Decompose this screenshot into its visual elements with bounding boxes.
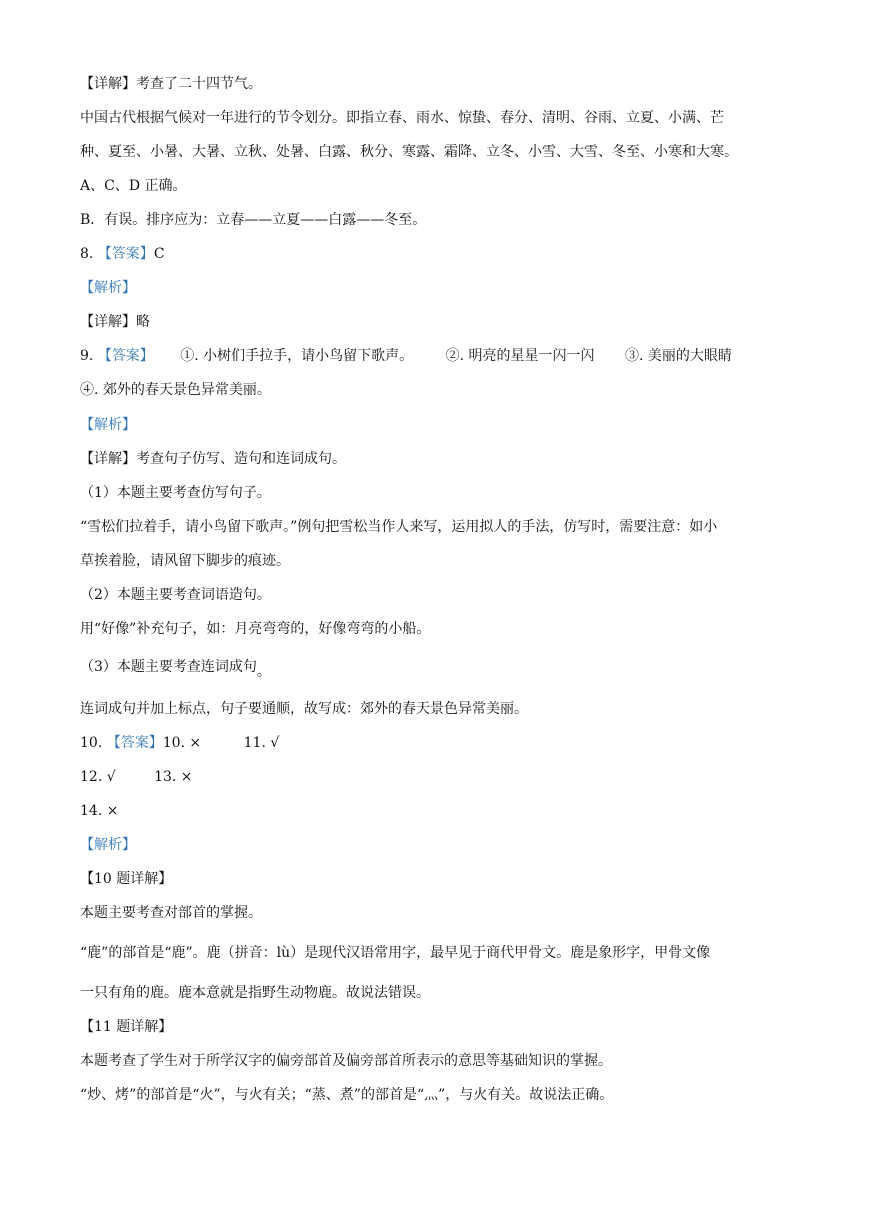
q10-detail-p2: “鹿”的部首是“鹿”。鹿（拼音：lù）是现代汉语常用字，最早见于商代甲骨文。鹿是象形字，甲骨文像 bbox=[80, 945, 711, 961]
q9-section-1-p2: 草挨着脸，请风留下脚步的痕迹。 bbox=[80, 553, 290, 569]
q9-answer-line bbox=[80, 346, 809, 366]
q9-section-2-p1: 用“好像”补充句子，如：月亮弯弯的，好像弯弯的小船。 bbox=[80, 621, 431, 637]
q7-detail-line bbox=[80, 74, 809, 94]
detail-text: 略 bbox=[136, 314, 150, 330]
q7-paragraph-1: 中国古代根据气候对一年进行的节令划分。即指立春、雨水、惊蛰、春分、清明、谷雨、立夏、小满、芒 bbox=[80, 110, 724, 126]
detail-text: 考查句子仿写、造句和连词成句。 bbox=[136, 451, 346, 467]
q7-paragraph-4: B．有误。排序应为：立春——立夏——白露——冬至。 bbox=[80, 212, 427, 228]
answer-tag: 【答案】 bbox=[97, 348, 154, 364]
q9-analysis-tag: 【解析】 bbox=[80, 417, 136, 433]
q8-analysis-tag: 【解析】 bbox=[80, 280, 136, 296]
answer-text: C bbox=[153, 246, 165, 262]
q10-answer-line bbox=[80, 733, 809, 753]
detail-tag: 【详解】 bbox=[80, 314, 136, 330]
q9-answer-item-4: ④. 郊外的春天景色异常美丽。 bbox=[80, 382, 271, 398]
answer-item-1: ①. 小树们手拉手，请小鸟留下歌声。 bbox=[180, 348, 414, 364]
answer-tag: 【答案】 bbox=[97, 246, 154, 262]
q10-detail-title: 【10 题详解】 bbox=[80, 871, 173, 887]
q9-section-3-p1: 连词成句并加上标点，句子要通顺，故写成：郊外的春天景色异常美丽。 bbox=[80, 701, 528, 717]
detail-text: 考查了二十四节气。 bbox=[136, 76, 262, 92]
answer-13: 13. × bbox=[154, 769, 193, 785]
q9-section-1-title: （1）本题主要考查仿写句子。 bbox=[80, 485, 271, 501]
answer-tag: 【答案】 bbox=[106, 735, 163, 751]
section-3-title: （3）本题主要考查连词成句 bbox=[80, 659, 257, 675]
q8-detail-line bbox=[80, 312, 809, 332]
q11-detail-title: 【11 题详解】 bbox=[80, 1019, 173, 1035]
section-3-dot: 。 bbox=[256, 664, 271, 680]
q11-detail-p2: “炒、烤”的部首是“火”，与火有关；“蒸、煮”的部首是“灬”，与火有关。故说法正确。 bbox=[80, 1087, 614, 1103]
q10-detail-p1: 本题主要考查对部首的掌握。 bbox=[80, 905, 262, 921]
q10-detail-p3: 一只有角的鹿。鹿本意就是指野生动物鹿。故说法错误。 bbox=[80, 985, 430, 1001]
question-number: 9. bbox=[80, 348, 94, 364]
q7-paragraph-2: 种、夏至、小暑、大暑、立秋、处暑、白露、秋分、寒露、霜降、立冬、小雪、大雪、冬至、小寒和大寒。 bbox=[80, 144, 738, 160]
detail-tag: 【详解】 bbox=[80, 76, 136, 92]
q11-detail-p1: 本题考查了学生对于所学汉字的偏旁部首及偏旁部首所表示的意思等基础知识的掌握。 bbox=[80, 1053, 612, 1069]
q9-section-3-title-line bbox=[80, 657, 809, 680]
question-number: 10. bbox=[80, 735, 103, 751]
detail-tag: 【详解】 bbox=[80, 451, 136, 467]
q9-section-1-p1: “雪松们拉着手，请小鸟留下歌声。”例句把雪松当作人来写，运用拟人的手法，仿写时，需要注意：如小 bbox=[80, 519, 718, 535]
answer-10: 10. × bbox=[162, 735, 202, 751]
q8-answer-line bbox=[80, 244, 809, 264]
q9-detail-line bbox=[80, 449, 809, 469]
answer-11: 11. √ bbox=[243, 735, 280, 751]
q9-section-2-title: （2）本题主要考查词语造句。 bbox=[80, 587, 271, 603]
question-number: 8. bbox=[80, 246, 94, 262]
q10-analysis-tag: 【解析】 bbox=[80, 837, 136, 853]
answer-item-2: ②. 明亮的星星一闪一闪 bbox=[445, 348, 595, 364]
q14-answer-line: 14. × bbox=[80, 803, 119, 819]
q12-answer-line bbox=[80, 767, 809, 787]
q7-paragraph-3: A、C、D 正确。 bbox=[80, 178, 187, 194]
answer-item-3: ③. 美丽的大眼睛 bbox=[624, 348, 732, 364]
answer-12: 12. √ bbox=[80, 769, 116, 785]
